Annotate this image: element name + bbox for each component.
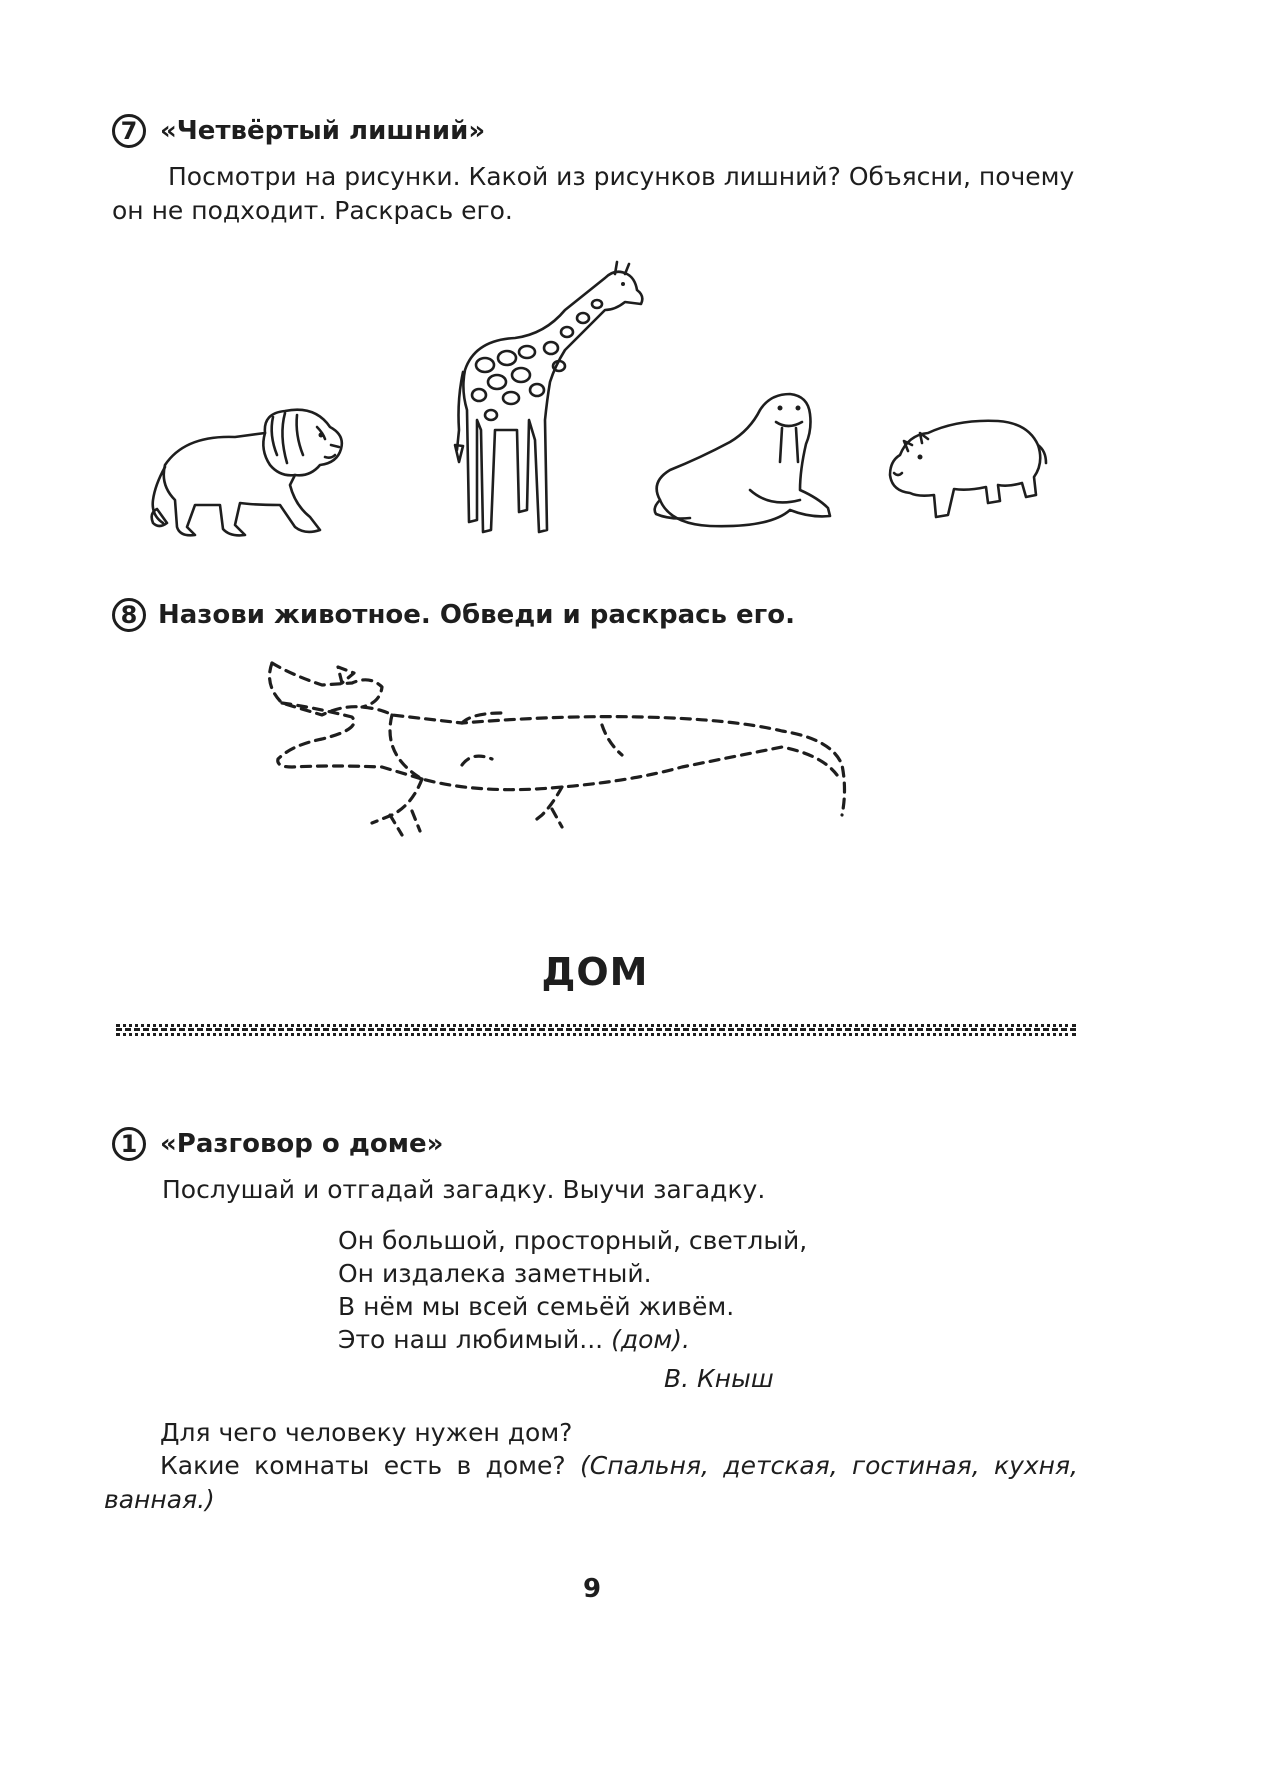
walrus-drawing: [650, 390, 840, 540]
question-1: Для чего человеку нужен дом?: [160, 1418, 573, 1447]
crocodile-tracing-drawing: [262, 655, 942, 855]
task-7-title: «Четвёртый лишний»: [160, 116, 486, 146]
page-number: 9: [582, 1574, 602, 1604]
task-7-number: 7: [112, 114, 146, 148]
riddle-line-4-text: Это наш любимый...: [338, 1325, 604, 1354]
task-7-text-line-1: Посмотри на рисунки. Какой из рисунков лишний? Объясни, почему: [168, 162, 1075, 191]
question-2-answer: (Спальня, детская, гостиная, кухня,: [580, 1451, 1079, 1480]
task-8-number: 8: [112, 598, 146, 632]
task-1-title: «Разговор о доме»: [160, 1129, 444, 1159]
riddle-author: В. Кныш: [664, 1364, 774, 1393]
riddle-line-2: Он издалека заметный.: [338, 1259, 652, 1288]
riddle-answer: (дом).: [611, 1325, 690, 1354]
task-1-instruction: Послушай и отгадай загадку. Выучи загадку.: [162, 1175, 766, 1204]
section-title: ДОМ: [541, 950, 649, 994]
riddle-line-1: Он большой, просторный, светлый,: [338, 1226, 808, 1255]
question-2-line-1: [160, 1451, 1078, 1480]
task-7-text-line-2: он не подходит. Раскрась его.: [112, 196, 513, 225]
hippo-drawing: [888, 415, 1048, 535]
question-2-text: Какие комнаты есть в доме?: [160, 1451, 566, 1480]
giraffe-drawing: [455, 270, 665, 540]
riddle-line-3: В нём мы всей семьёй живём.: [338, 1292, 735, 1321]
ornamental-divider-center: [116, 1028, 1076, 1031]
riddle-line-4: [338, 1325, 690, 1354]
question-2-line-2: ванная.): [104, 1485, 215, 1514]
lion-drawing: [145, 405, 355, 545]
task-1-number: 1: [112, 1127, 146, 1161]
task-8-title: Назови животное. Обведи и раскрась его.: [158, 600, 795, 630]
